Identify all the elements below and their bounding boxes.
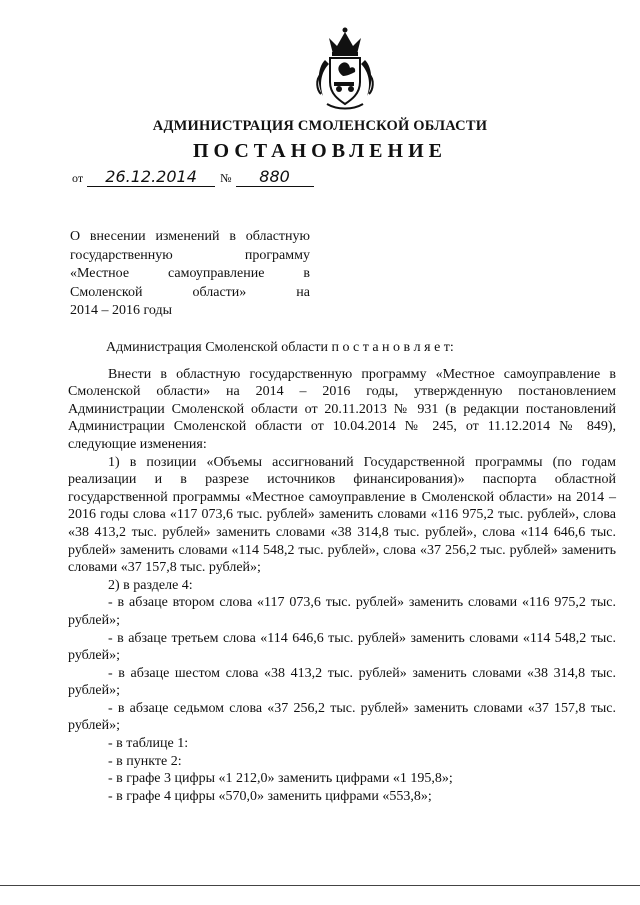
subject-line: 2014 – 2016 годы	[70, 303, 173, 319]
body-paragraph: - в абзаце втором слова «117 073,6 тыс. рублей» заменить словами «116 975,2 тыс. рублей»;	[68, 595, 616, 628]
body-paragraph: - в абзаце шестом слова «38 413,2 тыс. рублей» заменить словами «38 314,8 тыс. рублей»;	[68, 665, 616, 699]
document-subject	[70, 228, 310, 321]
document-date: 26.12.2014	[87, 168, 215, 187]
document-body	[68, 339, 616, 805]
number-prefix: №	[220, 171, 232, 185]
body-paragraph: 1) в позиции «Объемы ассигнований Государственной программы (по годам реализации и в разрезе источников финансирования)» паспорта областной государственной программы «Местное самоуправление в Смоленской области» на 2014 – 2016 годы слова «117 073,6 тыс. рублей» заменить словами «116 975,2 тыс. рублей», слова «38 413,2 тыс. рублей» заменить словами «38 314,8 тыс. рублей», слова «114 646,6 тыс. рублей» заменить словами «114 548,2 тыс. рублей», слова «37 256,2 тыс. рублей» заменить словами «37 157,8 тыс. рублей»;	[68, 454, 616, 576]
subject-line: государственную программу	[70, 247, 310, 263]
body-paragraph: - в графе 4 цифры «570,0» заменить цифрами «553,8»;	[108, 788, 432, 804]
subject-line: Смоленской области» на	[70, 284, 310, 300]
subject-line: О внесении изменений в областную	[70, 229, 310, 244]
body-paragraph: - в графе 3 цифры «1 212,0» заменить цифрами «1 195,8»;	[108, 771, 453, 787]
body-paragraph: - в пункте 2:	[108, 753, 182, 769]
body-paragraph: - в абзаце третьем слова «114 646,6 тыс. рублей» заменить словами «114 548,2 тыс. рублей»;	[68, 630, 616, 664]
date-prefix: от	[72, 171, 84, 185]
smolensk-coat-of-arms-icon	[315, 24, 375, 110]
body-paragraph: - в абзаце седьмом слова «37 256,2 тыс. рублей» заменить словами «37 157,8 тыс. рублей»;	[68, 700, 616, 734]
document-type-title: ПОСТАНОВЛЕНИЕ	[193, 140, 447, 162]
body-paragraph: Внести в областную государственную программу «Местное самоуправление в Смоленской области» на 2014 – 2016 годы, утвержденную постановлением Администрации Смоленской области от 20.11.2013 № 931 (в редакции постановлений Администрации Смоленской области от 10.04.2014 № 245, от 11.12.2014 № 849), следующие изменения:	[68, 366, 616, 452]
body-paragraph: - в таблице 1:	[108, 736, 189, 752]
organization-name: АДМИНИСТРАЦИЯ СМОЛЕНСКОЙ ОБЛАСТИ	[152, 118, 488, 134]
page-bottom-divider	[0, 885, 640, 886]
date-number-line	[70, 168, 314, 187]
subject-line: «Местное самоуправление в	[70, 266, 310, 282]
document-number: 880	[236, 168, 314, 187]
body-paragraph: 2) в разделе 4:	[108, 577, 193, 593]
preamble: Администрация Смоленской области п о с т а н о в л я е т:	[106, 340, 454, 355]
